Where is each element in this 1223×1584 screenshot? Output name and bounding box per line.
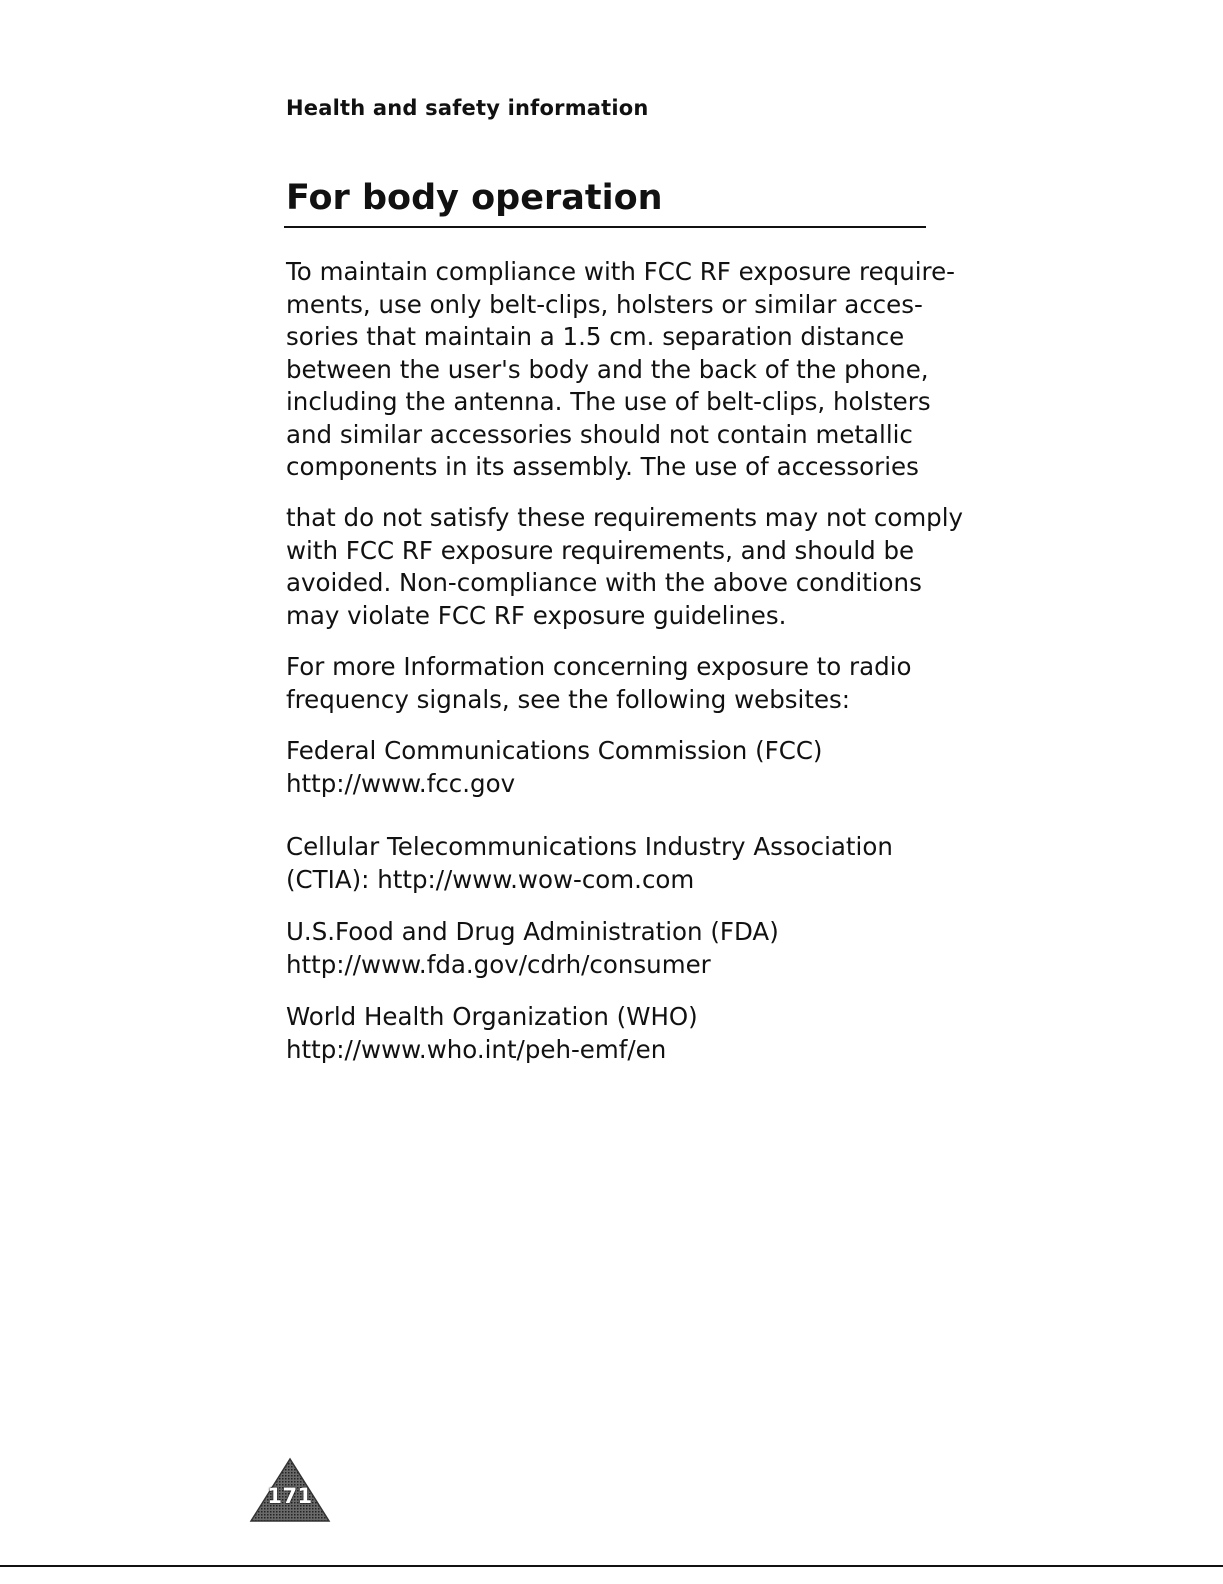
title-underline [284,226,926,228]
reference-url: http://www.fda.gov/cdrh/consumer [286,949,711,979]
reference-url: http://www.fcc.gov [286,768,516,798]
text-line: For more Information concerning exposure to radio [286,652,912,681]
section-title: For body operation [286,178,663,218]
text-line: that do not satisfy these requirements may not comply [286,503,964,532]
text-line: between the user's body and the back of the phone, [286,354,929,384]
reference-who [286,1001,698,1066]
text-line: avoided. Non-compliance with the above conditions [286,568,922,597]
reference-name: Federal Communications Commission (FCC) [286,736,823,765]
reference-name: U.S.Food and Drug Administration (FDA) [286,917,779,946]
text-line: with FCC RF exposure requirements, and should be [286,535,915,565]
text-line: and similar accessories should not contain metallic [286,419,913,449]
text-line: may violate FCC RF exposure guidelines. [286,600,787,630]
paragraph-more-info [286,651,912,716]
paragraph-compliance [286,256,955,484]
text-line: including the antenna. The use of belt-clips, holsters [286,387,931,416]
paragraph-noncompliance [286,502,963,632]
bottom-rule [0,1565,1223,1567]
reference-name: World Health Organization (WHO) [286,1002,698,1031]
reference-fda [286,916,779,981]
text-line: ments, use only belt-clips, holsters or similar acces- [286,289,923,319]
reference-name: Cellular Telecommunications Industry Association [286,832,893,861]
reference-ctia [286,831,893,896]
reference-url: http://www.who.int/peh-emf/en [286,1034,667,1064]
text-line: To maintain compliance with FCC RF exposure require- [286,257,955,286]
reference-fcc [286,735,823,800]
page-number: 171 [267,1484,313,1508]
text-line: sories that maintain a 1.5 cm. separation distance [286,322,905,351]
text-line: components in its assembly. The use of accessories [286,452,919,481]
text-line: frequency signals, see the following websites: [286,684,851,714]
running-header: Health and safety information [286,96,649,120]
reference-url: (CTIA): http://www.wow-com.com [286,864,695,894]
